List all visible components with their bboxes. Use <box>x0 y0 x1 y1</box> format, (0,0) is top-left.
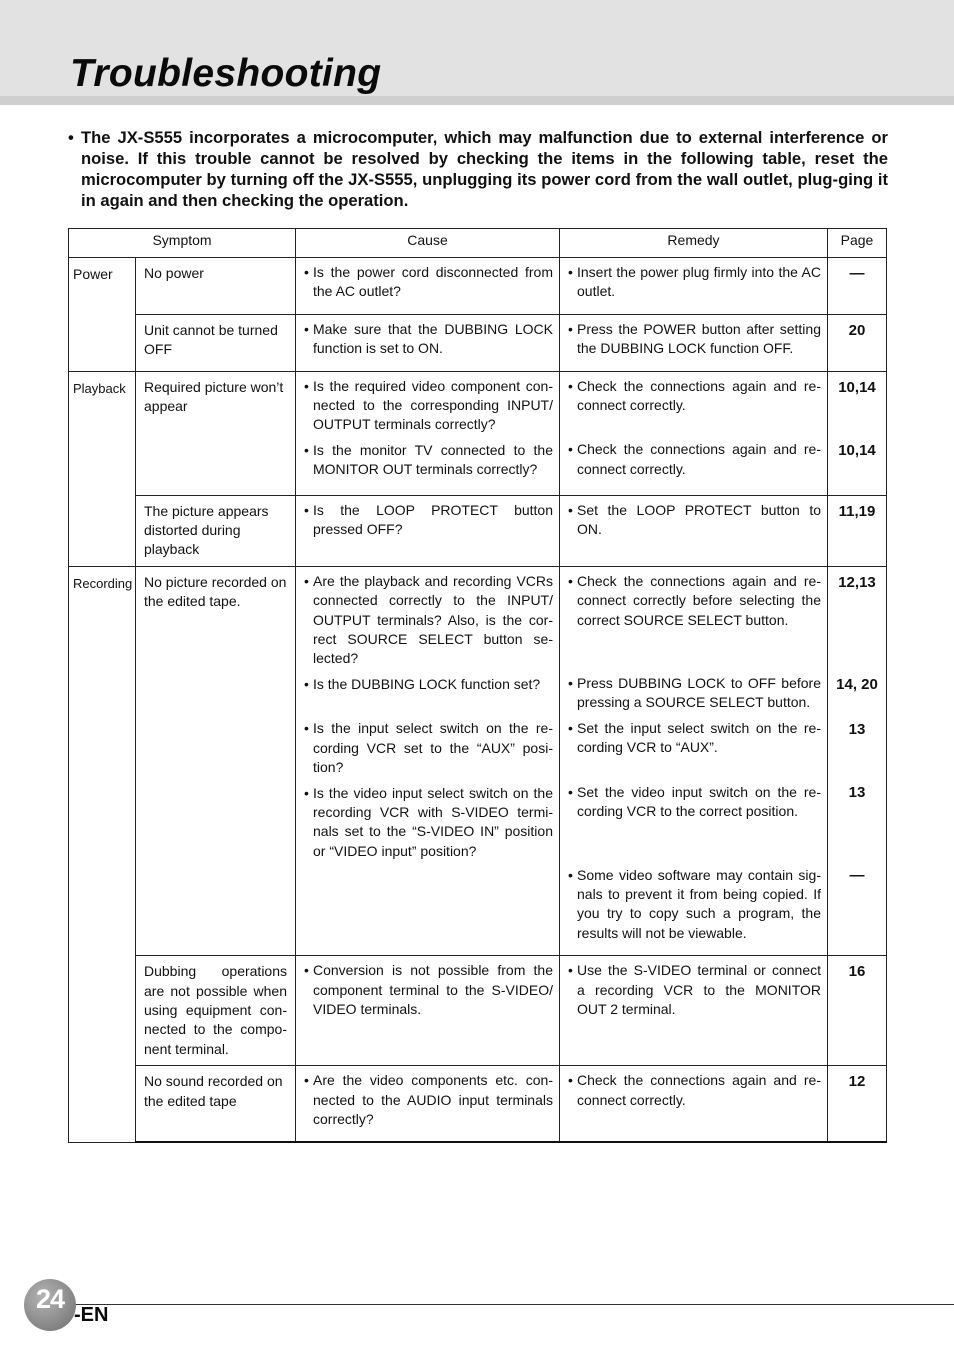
cause-item: Is the monitor TV connected to the MONITOR OUT terminals correctly? <box>313 441 553 478</box>
table-row <box>69 371 887 495</box>
cause-item: Is the DUBBING LOCK function set? <box>313 675 541 692</box>
remedy-item: Set the LOOP PROTECT button to ON. <box>577 501 821 538</box>
page-cell <box>828 314 887 371</box>
symptom-cell: No picture recorded on the edited tape. <box>136 566 296 955</box>
cause-cell: • Is the LOOP PROTECT button pressed OFF? <box>296 495 560 566</box>
troubleshooting-table <box>68 228 887 1143</box>
page-ref: 13 <box>848 720 866 738</box>
page-ref: 20 <box>848 321 866 339</box>
header-symptom: Symptom <box>69 229 296 258</box>
header-page: Page <box>828 229 887 258</box>
remedy-item: Use the S-VIDEO terminal or connect a recording VCR to the MONITOR OUT 2 terminal. <box>577 962 821 1017</box>
remedy-item: Some video software may contain sig-nals to prevent it from being copied. If you try to copy such a program, the results will not be viewable. <box>577 866 821 941</box>
page-ref: 12 <box>848 1073 866 1091</box>
page-ref: — <box>849 867 865 885</box>
cause-item: Is the required video component con-nected to the corresponding INPUT/ OUTPUT terminals correctly? <box>313 377 553 433</box>
page-cell <box>828 566 887 955</box>
page-cell <box>828 956 887 1066</box>
cause-cell: • Is the power cord disconnected from the AC outlet? <box>296 258 560 315</box>
cause-cell: • Are the video components etc. con-nected to the AUDIO input terminals correctly? <box>296 1066 560 1143</box>
intro-note <box>68 127 888 211</box>
remedy-item: Check the connections again and re-connect correctly. <box>577 1072 821 1108</box>
page-ref: 11,19 <box>838 502 876 520</box>
page-ref: 13 <box>848 784 866 802</box>
category-playback: Playback <box>69 371 136 566</box>
cause-item: Is the input select switch on the re-cording VCR set to the “AUX” posi-tion? <box>313 720 553 776</box>
remedy-item: Insert the power plug firmly into the AC outlet. <box>577 264 821 300</box>
table-row <box>69 314 887 371</box>
table-row <box>69 566 887 955</box>
remedy-cell: • Press the POWER button after setting the DUBBING LOCK function OFF. <box>560 314 828 371</box>
page-language-suffix: -EN <box>74 1304 109 1326</box>
page-cell <box>828 495 887 566</box>
remedy-cell: • Insert the power plug firmly into the AC outlet. <box>560 258 828 315</box>
footer-rule <box>66 1304 954 1305</box>
remedy-item: Check the connections again and re-connect correctly. <box>577 441 821 477</box>
page-ref: — <box>849 265 865 282</box>
remedy-item: Press DUBBING LOCK to OFF before pressing a SOURCE SELECT button. <box>577 675 821 711</box>
page-ref: 14, 20 <box>836 676 878 694</box>
page-ref: 10,14 <box>838 378 876 396</box>
symptom-cell: Unit cannot be turned OFF <box>136 314 296 371</box>
page-ref: 12,13 <box>838 573 876 591</box>
remedy-item: Set the video input switch on the re-cording VCR to the correct position. <box>577 783 821 820</box>
symptom-cell: The picture appears distorted during playback <box>136 495 296 566</box>
page-ref: 16 <box>848 963 866 981</box>
cause-cell: • Make sure that the DUBBING LOCK function is set to ON. <box>296 314 560 371</box>
remedy-item: Check the connections again and re-connect correctly before selecting the correct SOURCE SELECT button. <box>577 572 821 628</box>
table-row <box>69 258 887 315</box>
page-title: Troubleshooting <box>70 52 382 95</box>
remedy-cell: • Check the connections again and re-connect correctly. • Check the connections again and re-connect correctly. <box>560 371 828 495</box>
symptom-cell: Required picture won’t appear <box>136 371 296 495</box>
header-remedy: Remedy <box>560 229 828 258</box>
cause-item: Is the video input select switch on the recording VCR with S-VIDEO termi-nals set to the “S-VIDEO IN” position or “VIDEO input” position? <box>313 784 553 859</box>
category-recording: Recording <box>69 566 136 1142</box>
cause-item: Are the video components etc. con-nected to the AUDIO input terminals correctly? <box>313 1072 553 1127</box>
remedy-cell: • Check the connections again and re-connect correctly. <box>560 1066 828 1143</box>
intro-bullet: • <box>68 128 74 147</box>
cause-cell: • Are the playback and recording VCRs connected correctly to the INPUT/ OUTPUT terminals? Also, is the cor-rect SOURCE SELECT button se-lected? • Is the DUBBING LOCK function set? • Is the input select switch on the re-cording VCR set to the “AUX” posi-tion? • Is the video input select switch on the recording VCR with S-VIDEO termi-nals set to the “S-VIDEO IN” position or “VIDEO input” position? <box>296 566 560 955</box>
remedy-cell: • Set the LOOP PROTECT button to ON. <box>560 495 828 566</box>
remedy-item: Press the POWER button after setting the DUBBING LOCK function OFF. <box>577 320 821 357</box>
cause-item: Are the playback and recording VCRs connected correctly to the INPUT/ OUTPUT terminals? Also, is the cor-rect SOURCE SELECT button se-lected? <box>313 572 553 667</box>
symptom-cell: Dubbing operations are not possible when using equipment con-nected to the compo-nent terminal. <box>136 956 296 1066</box>
table-row <box>69 1066 887 1143</box>
cause-item: Make sure that the DUBBING LOCK function is set to ON. <box>313 320 553 357</box>
header-cause: Cause <box>296 229 560 258</box>
page-ref: 10,14 <box>838 442 876 460</box>
page-cell <box>828 1066 887 1143</box>
category-power: Power <box>69 258 136 372</box>
cause-item: Is the power cord disconnected from the AC outlet? <box>313 264 553 300</box>
cause-item: Is the LOOP PROTECT button pressed OFF? <box>313 501 553 538</box>
symptom-cell: No sound recorded on the edited tape <box>136 1066 296 1143</box>
table-row <box>69 956 887 1066</box>
table-header-row <box>69 229 887 258</box>
cause-cell: • Is the required video component con-nected to the corresponding INPUT/ OUTPUT terminals correctly? • Is the monitor TV connected to the MONITOR OUT terminals correctly? <box>296 371 560 495</box>
remedy-item: Set the input select switch on the re-cording VCR to “AUX”. <box>577 719 821 756</box>
intro-text: The JX-S555 incorporates a microcomputer, which may malfunction due to external interference or noise. If this trouble cannot be resolved by checking the items in the following table, reset the microcomputer by turning off the JX-S555, unplugging its power cord from the wall outlet, plug-ging it in again and then checking the operation. <box>81 128 888 210</box>
symptom-cell: No power <box>136 258 296 315</box>
page-cell <box>828 258 887 315</box>
remedy-item: Check the connections again and re-connect correctly. <box>577 377 821 414</box>
page-cell <box>828 371 887 495</box>
remedy-cell: • Use the S-VIDEO terminal or connect a recording VCR to the MONITOR OUT 2 terminal. <box>560 956 828 1066</box>
cause-item: Conversion is not possible from the component terminal to the S-VIDEO/ VIDEO terminals. <box>313 962 553 1017</box>
table-row <box>69 495 887 566</box>
remedy-cell: • Check the connections again and re-connect correctly before selecting the correct SOURCE SELECT button. • Press DUBBING LOCK to OFF before pressing a SOURCE SELECT button. • Set the input select switch on the re-cording VCR to “AUX”. • Set the video input switch on the re-cording VCR to the correct position. • Some video software may contain sig-nals to prevent it from being copied. If you try to copy such a program, the results will not be viewable. <box>560 566 828 955</box>
cause-cell: • Conversion is not possible from the component terminal to the S-VIDEO/ VIDEO terminals. <box>296 956 560 1066</box>
page-number: 24 <box>35 1284 65 1314</box>
